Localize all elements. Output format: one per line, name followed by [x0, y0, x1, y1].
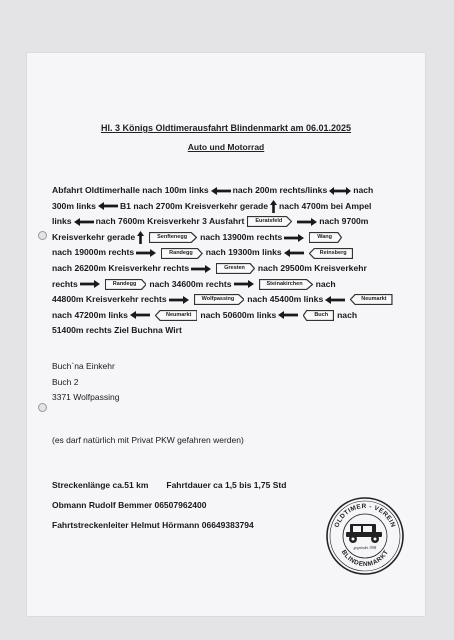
svg-text:gegründet 1994: gegründet 1994 — [353, 546, 377, 550]
direction-sign: Euratsfeld — [247, 216, 292, 227]
arrow-left-icon — [278, 311, 298, 319]
svg-text:OLDTIMER - VEREIN: OLDTIMER - VEREIN — [333, 502, 397, 529]
arrow-up-icon — [137, 231, 144, 244]
direction-sign: Gresten — [216, 263, 255, 274]
route-line: nach 26200m Kreisverkehr rechts Gresten nach 29500m Kreisverkehr — [52, 262, 367, 273]
arrow-right-icon — [80, 280, 100, 288]
svg-text:BLINDENMARKT: BLINDENMARKT — [339, 548, 391, 569]
route-leader-contact: Fahrtstreckenleiter Helmut Hörmann 06649383794 — [52, 520, 254, 530]
document-page — [27, 53, 425, 616]
direction-sign: Reinsberg — [309, 248, 353, 259]
route-line: Kreisverkehr gerade Senftenegg nach 13900m rechts Wang — [52, 230, 427, 246]
punch-hole — [38, 403, 47, 412]
destination-address: Buch`na Einkehr Buch 2 3371 Wolfpassing — [52, 361, 120, 402]
route-line: rechts Randegg nach 34600m rechts Steinakirchen nach — [52, 278, 336, 289]
route-line: 44800m Kreisverkehr rechts Wolfpassing nach 45400m links Neumarkt — [52, 292, 427, 308]
note-text: (es darf natürlich mit Privat PKW gefahren werden) — [52, 435, 244, 445]
direction-sign: Neumarkt — [155, 310, 197, 321]
route-line: nach 47200m links Neumarkt nach 50600m links Buch nach — [52, 309, 358, 320]
arrow-right-icon — [297, 218, 317, 226]
direction-sign: Randegg — [105, 279, 147, 290]
vintage-car-icon — [346, 524, 382, 543]
route-line: Abfahrt Oldtimerhalle nach 100m links nach 200m rechts/links nach — [52, 185, 374, 195]
direction-sign: Neumarkt — [350, 294, 392, 305]
direction-sign: Senftenegg — [149, 232, 197, 243]
chairman-contact: Obmann Rudolf Bemmer 06507962400 — [52, 500, 207, 510]
arrow-right-icon — [191, 265, 211, 273]
direction-sign: Steinakirchen — [259, 279, 313, 290]
document-title: Hl. 3 Königs Oldtimerausfahrt Blindenmarkt am 06.01.2025 — [100, 123, 352, 133]
arrow-up-icon — [270, 200, 277, 213]
club-seal-stamp — [325, 496, 405, 576]
route-line: 300m links B1 nach 2700m Kreisverkehr gerade nach 4700m bei Ampel — [52, 199, 427, 215]
direction-sign: Wang — [309, 232, 342, 243]
arrow-left-icon — [98, 202, 118, 210]
arrow-right-icon — [136, 249, 156, 257]
route-length: Streckenlänge ca.51 km — [52, 480, 149, 490]
document-subtitle: Auto und Motorrad — [187, 142, 265, 152]
route-duration: Fahrtdauer ca 1,5 bis 1,75 Std — [166, 480, 287, 490]
arrow-left-icon — [74, 218, 94, 226]
contact-info — [52, 475, 286, 535]
route-line: nach 19000m rechts Randegg nach 19300m links Reinsberg — [52, 245, 427, 261]
arrow-right-icon — [284, 234, 304, 242]
route-line: 51400m rechts Ziel Buchna Wirt — [52, 325, 182, 336]
arrow-left-right-icon — [329, 187, 351, 195]
arrow-right-icon — [169, 296, 189, 304]
direction-sign: Buch — [303, 310, 334, 321]
arrow-left-icon — [130, 311, 150, 319]
direction-sign: Randegg — [161, 248, 203, 259]
route-line: links nach 7600m Kreisverkehr 3 Ausfahrt Euratsfeld nach 9700m — [52, 216, 369, 227]
arrow-right-icon — [234, 280, 254, 288]
arrow-left-icon — [284, 249, 304, 257]
arrow-left-icon — [211, 187, 231, 195]
punch-hole — [38, 231, 47, 240]
arrow-left-icon — [325, 296, 345, 304]
direction-sign: Wolfpassing — [194, 294, 245, 305]
route-description — [52, 183, 427, 339]
